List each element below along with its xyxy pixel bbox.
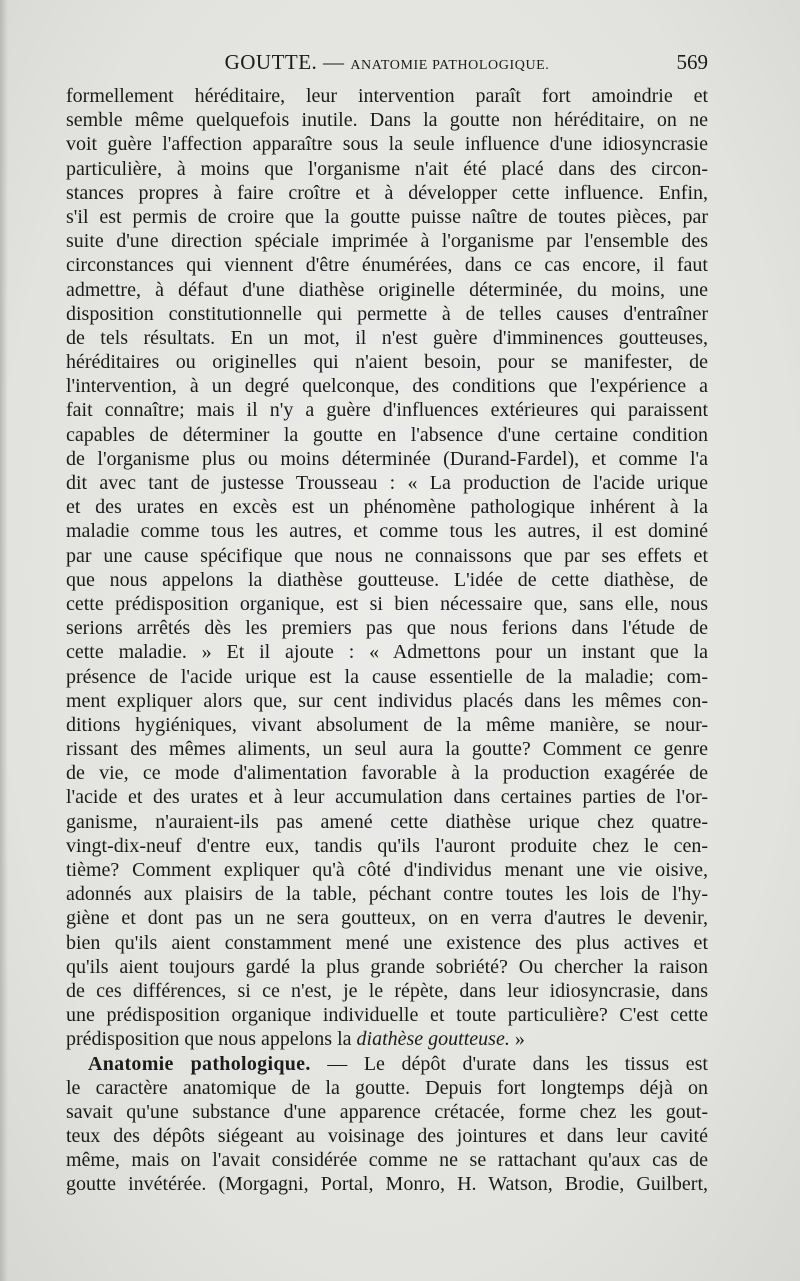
text-line: savait qu'une substance d'une apparence crétacée, forme chez les gout- <box>66 1100 708 1123</box>
section-heading-line <box>66 1052 708 1076</box>
body-text <box>66 84 708 1197</box>
text-line: bien qu'ils aient constamment mené une existence des plus actives et <box>66 931 708 954</box>
section-heading: Anatomie pathologique. <box>88 1052 311 1075</box>
text-line: serions arrêtés dès les premiers pas que nous ferions dans l'étude de <box>66 617 708 640</box>
text-line: dit avec tant de justesse Trousseau : « La production de l'acide urique <box>66 472 708 494</box>
text-line: stances propres à faire croître et à développer cette influence. Enfin, <box>66 181 708 204</box>
text-line: l'acide et des urates et à leur accumulation dans certaines parties de l'or- <box>66 786 708 809</box>
page-number: 569 <box>676 50 708 74</box>
text-line: une prédisposition organique individuelle et toute particulière? C'est cette <box>66 1004 708 1027</box>
text-line: ditions hygiéniques, vivant absolument de la même manière, se nour- <box>66 713 708 736</box>
text-line: même, mais on l'avait considérée comme ne se rattachant qu'aux cas de <box>66 1149 708 1172</box>
text-line: le caractère anatomique de la goutte. Depuis fort longtemps déjà on <box>66 1076 708 1099</box>
text-line: s'il est permis de croire que la goutte puisse naître de toutes pièces, par <box>66 205 708 228</box>
text-line: disposition constitutionnelle qui permette à de telles causes d'entraîner <box>66 302 708 325</box>
text-line: circonstances qui viennent d'être énumérées, dans ce cas encore, il faut <box>66 254 708 277</box>
text-line: l'intervention, à un degré quelconque, des conditions que l'expérience a <box>66 375 708 398</box>
running-head <box>66 46 708 82</box>
text-line: admettre, à défaut d'une diathèse originelle déterminée, du moins, une <box>66 278 708 301</box>
text-line: vingt-dix-neuf d'entre eux, tandis qu'ils l'auront produite chez le cen- <box>66 834 708 857</box>
text-line: capables de déterminer la goutte en l'absence d'une certaine condition <box>66 423 708 446</box>
text-line: voit guère l'affection apparaître sous la seule influence d'une idiosyncrasie <box>66 133 708 156</box>
text-line: ganisme, n'auraient-ils pas amené cette diathèse urique chez quatre- <box>66 810 708 833</box>
text-line: maladie comme tous les autres, et comme tous les autres, il est dominé <box>66 520 708 543</box>
text-line: que nous appelons la diathèse goutteuse. L'idée de cette diathèse, de <box>66 568 708 591</box>
text-line: cette maladie. » Et il ajoute : « Admettons pour un instant que la <box>66 641 708 664</box>
italic-term: diathèse goutteuse. <box>356 1028 510 1051</box>
text-line: ment expliquer alors que, sur cent individus placés dans les mêmes con- <box>66 689 708 712</box>
running-head-sub: ANATOMIE PATHOLOGIQUE. <box>350 58 550 73</box>
text-line: de ces différences, si ce n'est, je le répète, dans leur idiosyncrasie, dans <box>66 979 708 1002</box>
text-line: giène et dont pas un ne sera goutteux, on en verra d'autres le devenir, <box>66 907 708 930</box>
text-line: adonnés aux plaisirs de la table, péchant contre toutes les lois de l'hy- <box>66 883 708 906</box>
text-line: particulière, à moins que l'organisme n'ait été placé dans des circon- <box>66 157 708 180</box>
text-line: qu'ils aient toujours gardé la plus grande sobriété? Ou chercher la raison <box>66 955 708 978</box>
page-edge-shadow <box>0 0 8 1281</box>
text-line: cette prédisposition organique, est si bien nécessaire que, sans elle, nous <box>66 592 708 615</box>
text-line: fait connaître; mais il n'y a guère d'influences extérieures qui paraissent <box>66 399 708 422</box>
text-line: et des urates en excès est un phénomène pathologique inhérent à la <box>66 496 708 519</box>
text-segment: prédisposition que nous appelons la <box>66 1028 357 1051</box>
text-line: présence de l'acide urique est la cause essentielle de la maladie; com- <box>66 665 708 688</box>
text-line: suite d'une direction spéciale imprimée à l'organisme par l'ensemble des <box>66 230 708 253</box>
text-line: de tels résultats. En un mot, il n'est guère d'imminences goutteuses, <box>66 326 708 349</box>
text-line: héréditaires ou originelles qui n'aient besoin, pour se manifester, de <box>66 351 708 374</box>
running-head-main: GOUTTE. — <box>224 50 345 74</box>
text-segment: » <box>509 1028 525 1051</box>
text-segment: — Le dépôt d'urate dans les tissus est <box>310 1052 708 1075</box>
text-line: teux des dépôts siégeant au voisinage des jointures et dans leur cavité <box>66 1125 708 1148</box>
running-header <box>66 46 708 78</box>
text-line: par une cause spécifique que nous ne connaissons que par ses effets et <box>66 544 708 567</box>
text-line: goutte invétérée. (Morgagni, Portal, Monro, H. Watson, Brodie, Guilbert, <box>66 1173 708 1196</box>
text-line: formellement héréditaire, leur intervention paraît fort amoindrie et <box>66 85 708 107</box>
text-line: de l'organisme plus ou moins déterminée (Durand-Fardel), et comme l'a <box>66 447 708 470</box>
text-line: semble même quelquefois inutile. Dans la goutte non héréditaire, on ne <box>66 109 708 132</box>
paragraph-end-line <box>66 1027 708 1051</box>
text-line: de vie, ce mode d'alimentation favorable à la production exagérée de <box>66 762 708 785</box>
text-line: rissant des mêmes aliments, un seul aura la goutte? Comment ce genre <box>66 738 708 761</box>
text-line: tième? Comment expliquer qu'à côté d'individus menant une vie oisive, <box>66 859 708 881</box>
